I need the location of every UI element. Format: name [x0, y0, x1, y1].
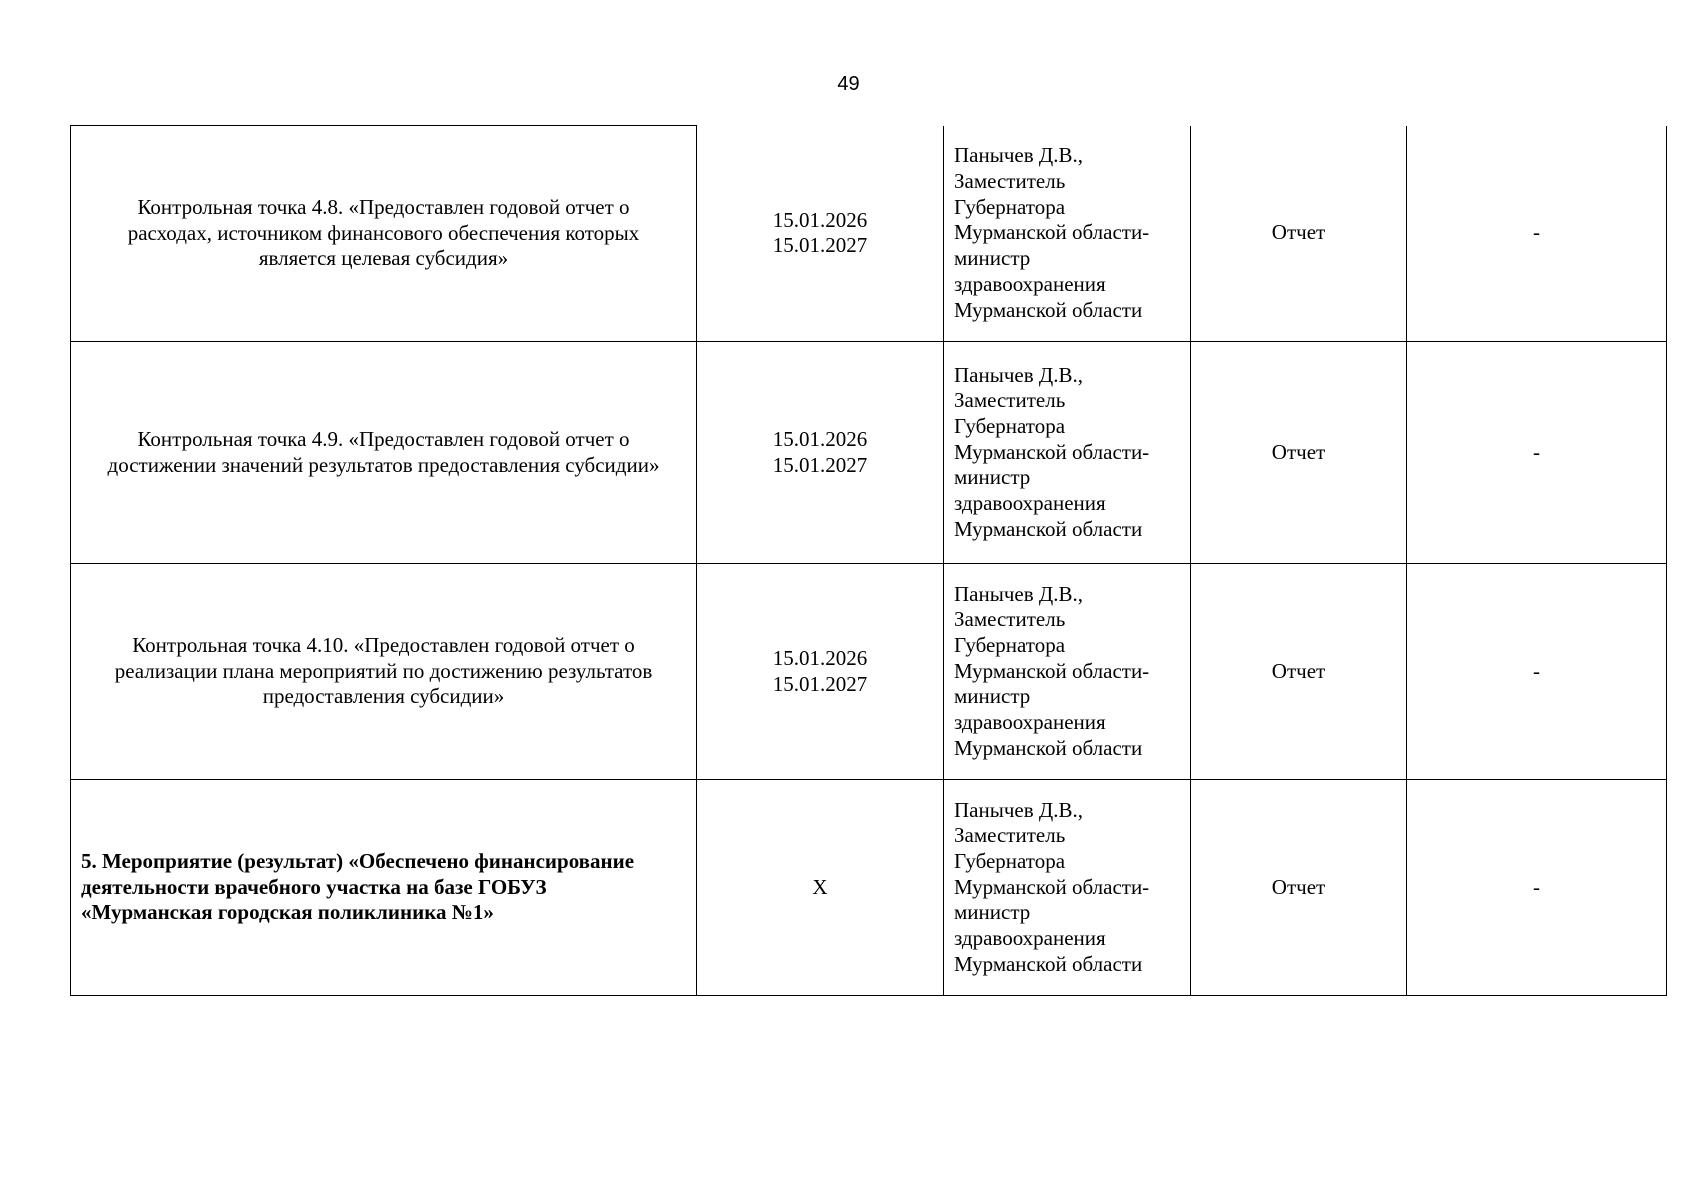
- responsible-line: Панычев Д.В.,: [954, 797, 1083, 822]
- responsible-line: министр: [954, 246, 1031, 271]
- extra-cell: -: [1407, 342, 1667, 564]
- responsible-line: здравоохранения: [954, 271, 1106, 296]
- responsible-line: Панычев Д.В.,: [954, 362, 1083, 387]
- name-line: является целевая субсидия»: [258, 246, 509, 271]
- date-cell: [697, 126, 944, 342]
- name-line: Контрольная точка 4.8. «Предоставлен годовой отчет о: [137, 194, 630, 219]
- responsible-line: здравоохранения: [954, 926, 1106, 951]
- responsible-line: Мурманской области: [954, 951, 1143, 976]
- date-cell: [697, 780, 944, 996]
- name-line: расходах, источником финансового обеспечения которых: [127, 220, 640, 245]
- responsible-line: Заместитель: [954, 823, 1066, 848]
- responsible-line: Мурманской области-: [954, 220, 1150, 245]
- date-cell: [697, 342, 944, 564]
- responsible-line: министр: [954, 684, 1031, 709]
- extra-cell: -: [1407, 564, 1667, 780]
- responsible-line: министр: [954, 900, 1031, 925]
- control-point-name-cell: [71, 342, 697, 564]
- table-row: [71, 126, 1667, 342]
- responsible-line: министр: [954, 465, 1031, 490]
- responsible-line: Мурманской области-: [954, 439, 1150, 464]
- responsible-cell: [944, 126, 1191, 342]
- responsible-line: Губернатора: [954, 632, 1066, 657]
- extra-cell: -: [1407, 780, 1667, 996]
- control-points-table: [70, 125, 1667, 996]
- document-type-cell: Отчет: [1191, 780, 1407, 996]
- responsible-line: Панычев Д.В.,: [954, 581, 1083, 606]
- name-line: «Мурманская городская поликлиника №1»: [81, 900, 494, 925]
- date-line: 15.01.2026: [772, 426, 868, 451]
- page-number: 49: [837, 73, 860, 95]
- name-line: 5. Мероприятие (результат) «Обеспечено финансирование: [81, 848, 635, 873]
- responsible-line: Мурманской области: [954, 516, 1143, 541]
- date-line: 15.01.2027: [772, 233, 868, 258]
- responsible-cell: [944, 342, 1191, 564]
- control-point-name-cell: [71, 126, 697, 342]
- responsible-line: Мурманской области: [954, 297, 1143, 322]
- responsible-line: Мурманской области-: [954, 874, 1150, 899]
- activity-name-cell: [71, 780, 697, 996]
- responsible-line: Губернатора: [954, 413, 1066, 438]
- responsible-line: Заместитель: [954, 168, 1066, 193]
- table-row: [71, 564, 1667, 780]
- responsible-cell: [944, 780, 1191, 996]
- name-line: предоставления субсидии»: [262, 684, 505, 709]
- name-line: достижении значений результатов предоставления субсидии»: [107, 452, 660, 477]
- responsible-line: Заместитель: [954, 607, 1066, 632]
- responsible-line: Панычев Д.В.,: [954, 143, 1083, 168]
- responsible-line: Губернатора: [954, 848, 1066, 873]
- table-row: [71, 780, 1667, 996]
- date-cell: [697, 564, 944, 780]
- date-line: 15.01.2027: [772, 671, 868, 696]
- name-line: реализации плана мероприятий по достижению результатов: [114, 658, 653, 683]
- date-line: 15.01.2026: [772, 645, 868, 670]
- name-line: Контрольная точка 4.9. «Предоставлен годовой отчет о: [137, 426, 630, 451]
- table-row: [71, 342, 1667, 564]
- name-line: Контрольная точка 4.10. «Предоставлен годовой отчет о: [132, 632, 635, 657]
- date-line: 15.01.2027: [772, 452, 868, 477]
- document-type-cell: Отчет: [1191, 342, 1407, 564]
- responsible-line: здравоохранения: [954, 710, 1106, 735]
- responsible-line: Губернатора: [954, 194, 1066, 219]
- extra-cell: -: [1407, 126, 1667, 342]
- responsible-line: Заместитель: [954, 388, 1066, 413]
- responsible-cell: [944, 564, 1191, 780]
- responsible-line: Мурманской области: [954, 735, 1143, 760]
- responsible-line: здравоохранения: [954, 491, 1106, 516]
- name-line: деятельности врачебного участка на базе ГОБУЗ: [81, 874, 547, 899]
- document-type-cell: Отчет: [1191, 126, 1407, 342]
- responsible-line: Мурманской области-: [954, 658, 1150, 683]
- date-line: X: [812, 874, 828, 899]
- document-type-cell: Отчет: [1191, 564, 1407, 780]
- control-point-name-cell: [71, 564, 697, 780]
- date-line: 15.01.2026: [772, 207, 868, 232]
